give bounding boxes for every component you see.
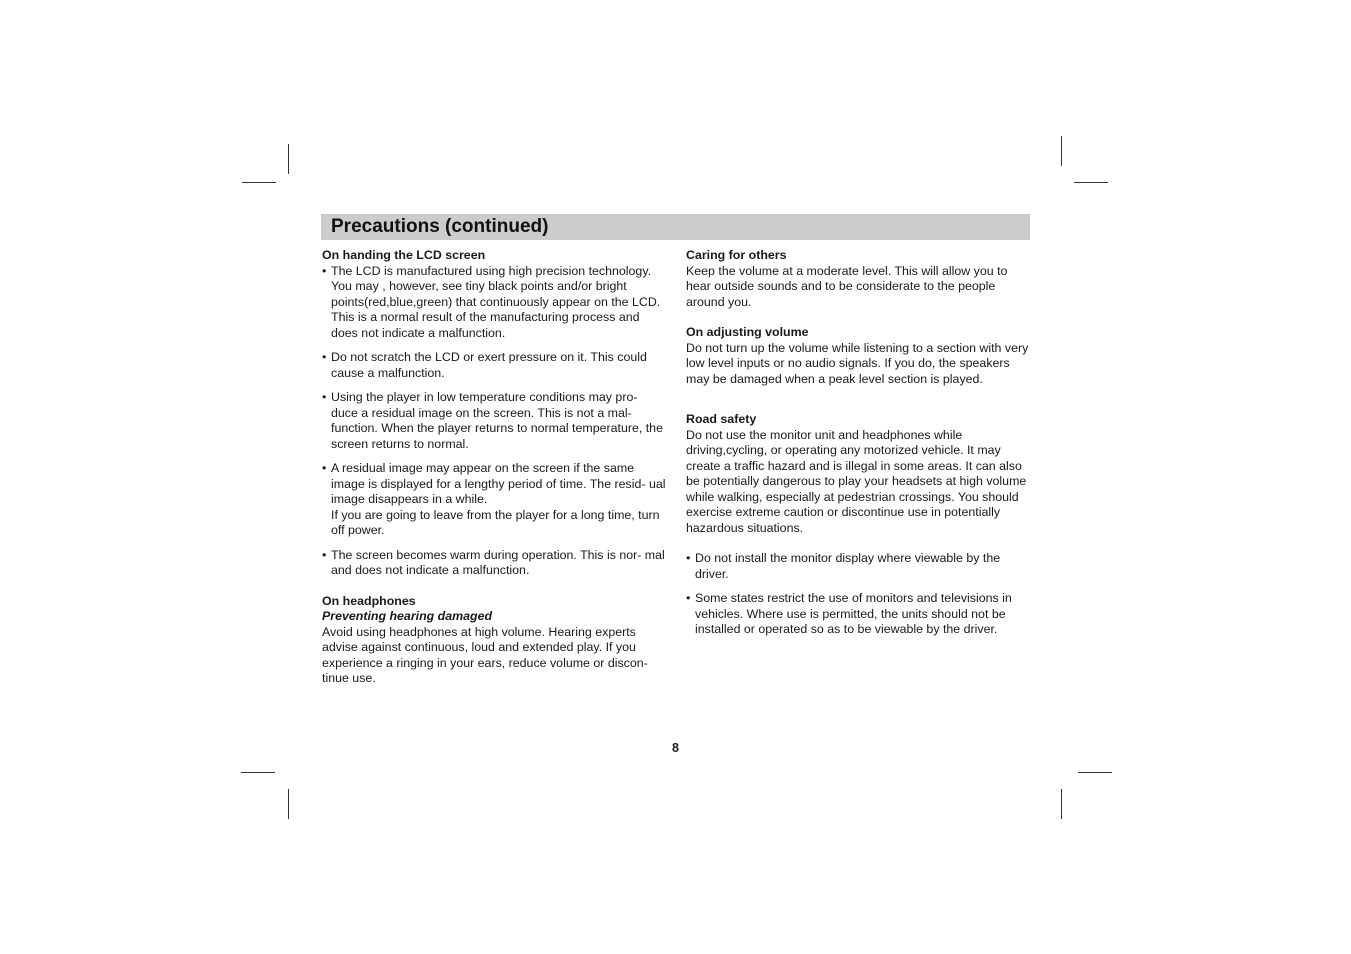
headphones-text: Avoid using headphones at high volume. Hearing experts advise against continuous, loud and extended play. If you experience a ringing in your ears, reduce volume or discon- tinue use.: [322, 624, 648, 685]
page-number: 8: [672, 741, 679, 755]
bullet-dot: •: [322, 350, 327, 364]
crop-mark-bottom-right-vertical: [1061, 789, 1062, 819]
road-bullet-text: Do not install the monitor display where viewable by the driver.: [695, 551, 1001, 581]
lcd-bullet-1: [322, 264, 667, 342]
caring-heading: Caring for others: [686, 248, 787, 262]
road-bullet-text: Some states restrict the use of monitors and televisions in vehicles. Where use is permitted, the units should not be installed or operated so as to be viewable by the driver.: [695, 591, 1012, 636]
bullet-dot: •: [322, 547, 327, 562]
bullet-dot: •: [322, 390, 327, 404]
bullet-dot: •: [322, 461, 327, 475]
lcd-heading: On handing the LCD screen: [322, 248, 486, 262]
lcd-bullet-text: Do not scratch the LCD or exert pressure on it. This could cause a malfunction.: [331, 350, 647, 380]
volume-heading: On adjusting volume: [686, 325, 809, 339]
lcd-bullet-text: The LCD is manufactured using high precision technology. You may , however, see tiny black points and/or bright points(red,blue,green) that continuously appear on the LCD. This is a normal result of the manufacturing process and does not indicate a malfunction.: [331, 263, 661, 340]
crop-mark-bottom-right-horizontal: [1078, 772, 1112, 773]
crop-mark-top-left-horizontal: [242, 182, 276, 183]
right-column: [686, 248, 1031, 638]
caring-text: Keep the volume at a moderate level. This will allow you to hear outside sounds and to be considerate to the people around you.: [686, 263, 1008, 309]
headphones-heading: On headphones: [322, 593, 416, 608]
crop-mark-bottom-left-horizontal: [241, 772, 275, 773]
lcd-bullet-4: [322, 461, 667, 539]
headphones-subheading: Preventing hearing damaged: [322, 609, 493, 623]
title-bar: [321, 214, 1030, 240]
crop-mark-top-right-horizontal: [1074, 182, 1108, 183]
crop-mark-top-right-vertical: [1061, 136, 1062, 166]
road-bullet-2: [686, 591, 1031, 638]
bullet-dot: •: [686, 591, 691, 605]
lcd-bullet-extra-text: If you are going to leave from the player for a long time, turn off power.: [331, 507, 660, 537]
bullet-dot: •: [322, 263, 327, 278]
crop-mark-top-left-vertical: [288, 144, 289, 174]
lcd-bullet-text: The screen becomes warm during operation. This is nor- mal and does not indicate a malfunction.: [331, 547, 665, 577]
road-bullet-1: [686, 551, 1031, 582]
lcd-bullet-text: Using the player in low temperature conditions may pro- duce a residual image on the screen. This is not a mal- function. When the player returns to normal temperature, the screen returns to normal.: [331, 390, 663, 451]
lcd-bullet-text: A residual image may appear on the screen if the same image is displayed for a lengthy period of time. The resid- ual image disappears in a while.: [331, 461, 666, 506]
left-column: [322, 248, 667, 687]
road-safety-text: Do not use the monitor unit and headphones while driving,cycling, or operating any motorized vehicle. It may create a traffic hazard and is illegal in some areas. It can also be potentially dangerous to play your headsets at high volume while walking, especially at pedestrian crossings. You should exercise extreme caution or discontinue use in potentially hazardous situations.: [686, 427, 1027, 535]
crop-mark-bottom-left-vertical: [288, 789, 289, 819]
road-safety-heading: Road safety: [686, 412, 757, 426]
volume-text: Do not turn up the volume while listening to a section with very low level inputs or no audio signals. If you do, the speakers may be damaged when a peak level section is played.: [686, 340, 1029, 386]
bullet-dot: •: [686, 551, 691, 565]
lcd-bullet-3: [322, 390, 667, 452]
lcd-bullet-2: [322, 350, 667, 381]
page-title: Precautions (continued): [331, 216, 549, 237]
lcd-bullet-5: [322, 548, 667, 579]
